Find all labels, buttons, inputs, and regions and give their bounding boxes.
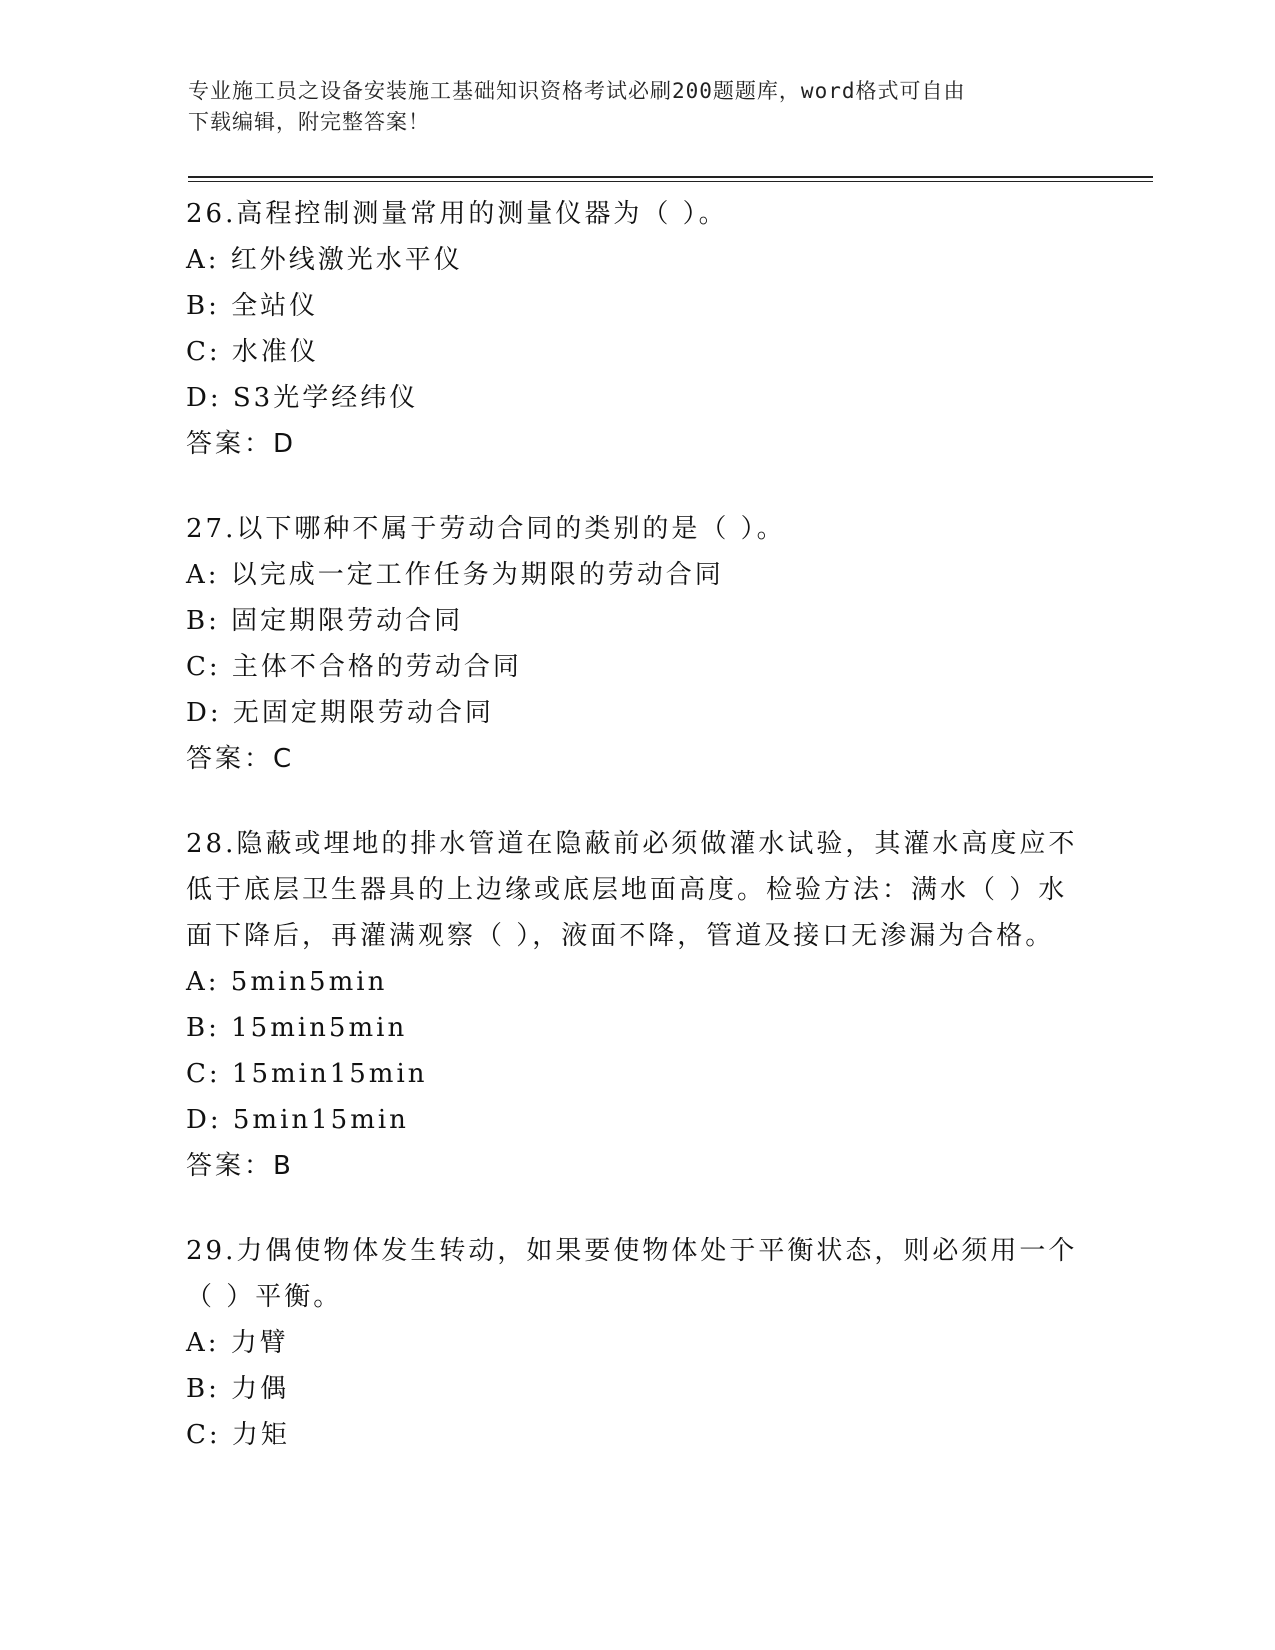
question-stem: 29.力偶使物体发生转动，如果要使物体处于平衡状态，则必须用一个（ ）平衡。 xyxy=(186,1236,1078,1312)
answer-line: 答案：D xyxy=(186,429,297,459)
question-stem: 28.隐蔽或埋地的排水管道在隐蔽前必须做灌水试验，其灌水高度应不低于底层卫生器具的上边缘或底层地面高度。检验方法：满水（ ）水面下降后，再灌满观察（ ），液面不降，管道及接口无渗漏为合格。 xyxy=(186,829,1078,951)
option-c: C: 水准仪 xyxy=(186,337,319,367)
document-header xyxy=(188,76,1068,138)
header-divider-thick xyxy=(188,176,1153,178)
option-a: A: 5min5min xyxy=(186,967,388,997)
question-list xyxy=(186,191,1086,1497)
header-line-1: 专业施工员之设备安装施工基础知识资格考试必刷200题题库，word格式可自由 xyxy=(188,79,966,103)
option-c: C: 15min15min xyxy=(186,1059,428,1089)
option-c: C: 主体不合格的劳动合同 xyxy=(186,652,522,682)
option-a: A: 以完成一定工作任务为期限的劳动合同 xyxy=(186,560,724,590)
option-b: B: 固定期限劳动合同 xyxy=(186,606,464,636)
option-b: B: 15min5min xyxy=(186,1013,408,1043)
option-c: C: 力矩 xyxy=(186,1420,290,1450)
option-d: D: S3光学经纬仪 xyxy=(186,383,419,413)
question-stem: 27.以下哪种不属于劳动合同的类别的是（ ）。 xyxy=(186,514,786,544)
option-a: A: 红外线激光水平仪 xyxy=(186,245,463,275)
question-stem: 26.高程控制测量常用的测量仪器为（ ）。 xyxy=(186,199,728,229)
option-a: A: 力臂 xyxy=(186,1328,289,1358)
question-27 xyxy=(186,506,1086,782)
header-divider-thin xyxy=(188,181,1153,182)
option-b: B: 力偶 xyxy=(186,1374,290,1404)
question-29 xyxy=(186,1228,1086,1458)
answer-line: 答案：B xyxy=(186,1151,294,1181)
header-line-2: 下载编辑，附完整答案！ xyxy=(188,110,430,134)
option-d: D: 无固定期限劳动合同 xyxy=(186,698,494,728)
question-26 xyxy=(186,191,1086,467)
option-d: D: 5min15min xyxy=(186,1105,409,1135)
answer-line: 答案：C xyxy=(186,744,295,774)
option-b: B: 全站仪 xyxy=(186,291,319,321)
question-28 xyxy=(186,821,1086,1189)
